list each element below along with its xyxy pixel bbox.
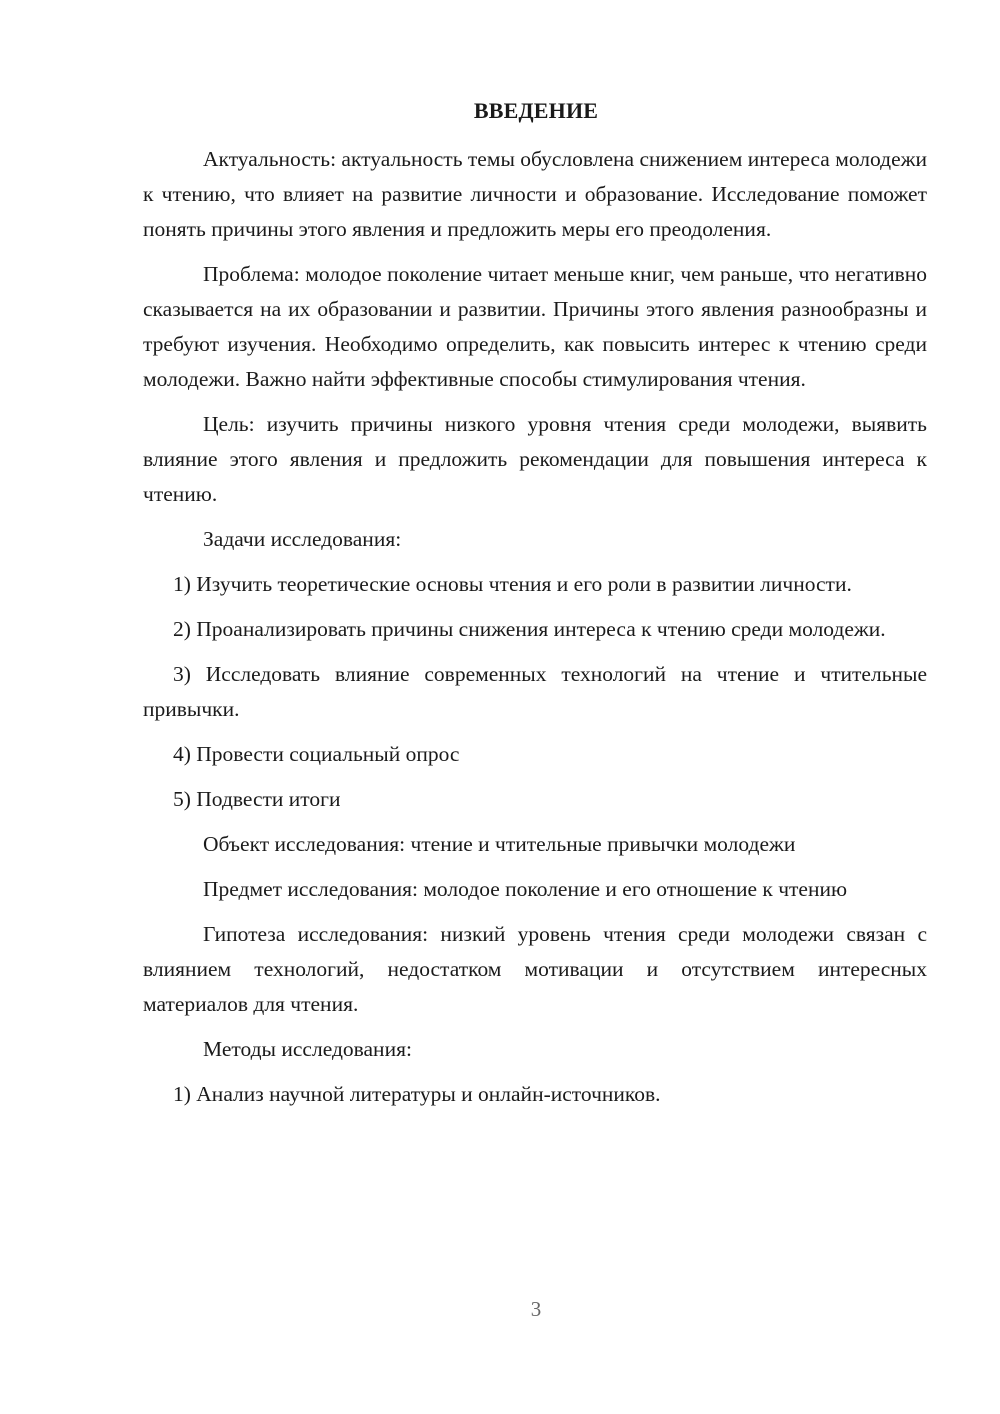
problem-paragraph: Проблема: молодое поколение читает меньше книг, чем раньше, что негативно сказывается на их образовании и развитии. Причины этого явления разнообразны и требуют изучения. Необходимо определить, как повысить интерес к чтению среди молодежи. Важно найти эффективные способы стимулирования чтения. [143, 262, 927, 391]
goal-paragraph: Цель: изучить причины низкого уровня чтения среди молодежи, выявить влияние этого явления и предложить рекомендации для повышения интереса к чтению. [143, 412, 927, 506]
relevance-paragraph: Актуальность: актуальность темы обусловлена снижением интереса молодежи к чтению, что влияет на развитие личности и образование. Исследование поможет понять причины этого явления и предложить меры его преодоления. [143, 147, 927, 241]
task-item: 3) Исследовать влияние современных технологий на чтение и чтительные привычки. [143, 662, 927, 721]
research-hypothesis: Гипотеза исследования: низкий уровень чтения среди молодежи связан с влиянием технологий, недостатком мотивации и отсутствием интересных материалов для чтения. [143, 922, 927, 1016]
task-item: 2) Проанализировать причины снижения интереса к чтению среди молодежи. [173, 617, 886, 641]
research-object: Объект исследования: чтение и чтительные привычки молодежи [203, 832, 796, 856]
tasks-heading: Задачи исследования: [203, 527, 402, 551]
methods-heading: Методы исследования: [203, 1037, 412, 1061]
page-number: 3 [530, 1297, 542, 1321]
task-item: 5) Подвести итоги [173, 787, 341, 811]
method-item: 1) Анализ научной литературы и онлайн-источников. [173, 1082, 661, 1106]
task-item: 4) Провести социальный опрос [173, 742, 460, 766]
task-item: 1) Изучить теоретические основы чтения и его роли в развитии личности. [173, 572, 852, 596]
page-title: ВВЕДЕНИЕ [473, 98, 599, 123]
document-body [143, 142, 927, 1112]
research-subject: Предмет исследования: молодое поколение и его отношение к чтению [203, 877, 848, 901]
